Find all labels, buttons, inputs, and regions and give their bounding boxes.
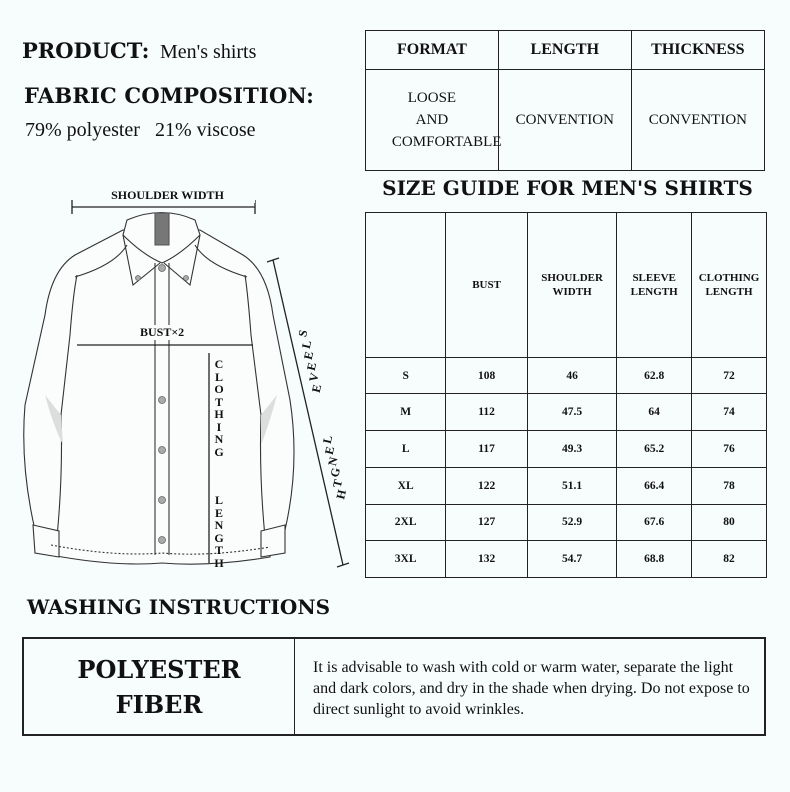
button-icon	[159, 537, 166, 544]
size-value-cell: 67.6	[617, 504, 692, 541]
sleeve-length-header: SLEEVE LENGTH	[617, 213, 692, 358]
size-value-cell: 51.1	[527, 467, 617, 504]
clothing-length-header: CLOTHING LENGTH	[692, 213, 767, 358]
thickness-header: THICKNESS	[631, 31, 764, 70]
shoulder-width-header: SHOULDER WIDTH	[527, 213, 617, 358]
size-guide-title: SIZE GUIDE FOR MEN'S SHIRTS	[382, 176, 753, 200]
size-label-cell: M	[366, 394, 446, 431]
clothing-length-label: C L O T H I N G L E N G T H	[214, 357, 224, 570]
fabric-composition-label: FABRIC COMPOSITION:	[24, 83, 315, 108]
size-value-cell: 127	[446, 504, 528, 541]
size-value-cell: 78	[692, 467, 767, 504]
size-value-cell: 72	[692, 357, 767, 394]
washing-text: It is advisable to wash with cold or warm water, separate the light and dark colors, and dry in the shade when drying. Do not expose to direct sunlight to avoid wrinkles.	[313, 659, 750, 718]
product-label: PRODUCT:	[22, 38, 150, 63]
size-label-cell: 3XL	[366, 541, 446, 578]
size-value-cell: 108	[446, 357, 528, 394]
size-row	[366, 467, 767, 504]
format-header: FORMAT	[366, 31, 499, 70]
size-row	[366, 394, 767, 431]
fiber-cell	[24, 639, 295, 734]
fabric-composition-value: 79% polyester 21% viscose	[25, 119, 256, 141]
size-value-cell: 68.8	[617, 541, 692, 578]
size-table	[365, 212, 767, 578]
shoulder-width-label: SHOULDER WIDTH	[80, 188, 255, 203]
size-value-cell: 62.8	[617, 357, 692, 394]
thickness-value: CONVENTION	[631, 70, 764, 171]
product-value: Men's shirts	[160, 41, 257, 63]
size-value-cell: 65.2	[617, 431, 692, 468]
size-table-header-row	[366, 213, 767, 358]
size-value-cell: 47.5	[527, 394, 617, 431]
size-value-cell: 80	[692, 504, 767, 541]
sleeve-length-label: S L E E V E L E N G T H	[295, 328, 349, 501]
format-table	[365, 30, 765, 171]
size-label-cell: XL	[366, 467, 446, 504]
length-value: CONVENTION	[498, 70, 631, 171]
size-row	[366, 357, 767, 394]
size-label-cell: 2XL	[366, 504, 446, 541]
size-value-cell: 82	[692, 541, 767, 578]
size-row	[366, 431, 767, 468]
size-value-cell: 112	[446, 394, 528, 431]
size-header-blank	[366, 213, 446, 358]
size-value-cell: 74	[692, 394, 767, 431]
size-value-cell: 52.9	[527, 504, 617, 541]
length-header: LENGTH	[498, 31, 631, 70]
size-value-cell: 49.3	[527, 431, 617, 468]
size-value-cell: 54.7	[527, 541, 617, 578]
size-label-cell: L	[366, 431, 446, 468]
size-value-cell: 132	[446, 541, 528, 578]
size-value-cell: 66.4	[617, 467, 692, 504]
format-table-value-row	[366, 70, 765, 171]
button-icon	[159, 397, 166, 404]
fiber-label: POLYESTER FIBER	[77, 654, 241, 719]
format-table-header-row	[366, 31, 765, 70]
button-icon	[159, 265, 166, 272]
washing-instructions-title: WASHING INSTRUCTIONS	[27, 595, 331, 619]
size-row	[366, 504, 767, 541]
washing-instructions-box	[22, 637, 766, 736]
button-icon	[159, 447, 166, 454]
size-value-cell: 46	[527, 357, 617, 394]
size-value-cell: 64	[617, 394, 692, 431]
size-label-cell: S	[366, 357, 446, 394]
button-icon	[159, 497, 166, 504]
bust-header: BUST	[446, 213, 528, 358]
size-value-cell: 117	[446, 431, 528, 468]
format-value: LOOSE AND COMFORTABLE	[366, 70, 499, 171]
size-value-cell: 122	[446, 467, 528, 504]
size-row	[366, 541, 767, 578]
bust-label: BUST×2	[140, 325, 185, 339]
size-value-cell: 76	[692, 431, 767, 468]
